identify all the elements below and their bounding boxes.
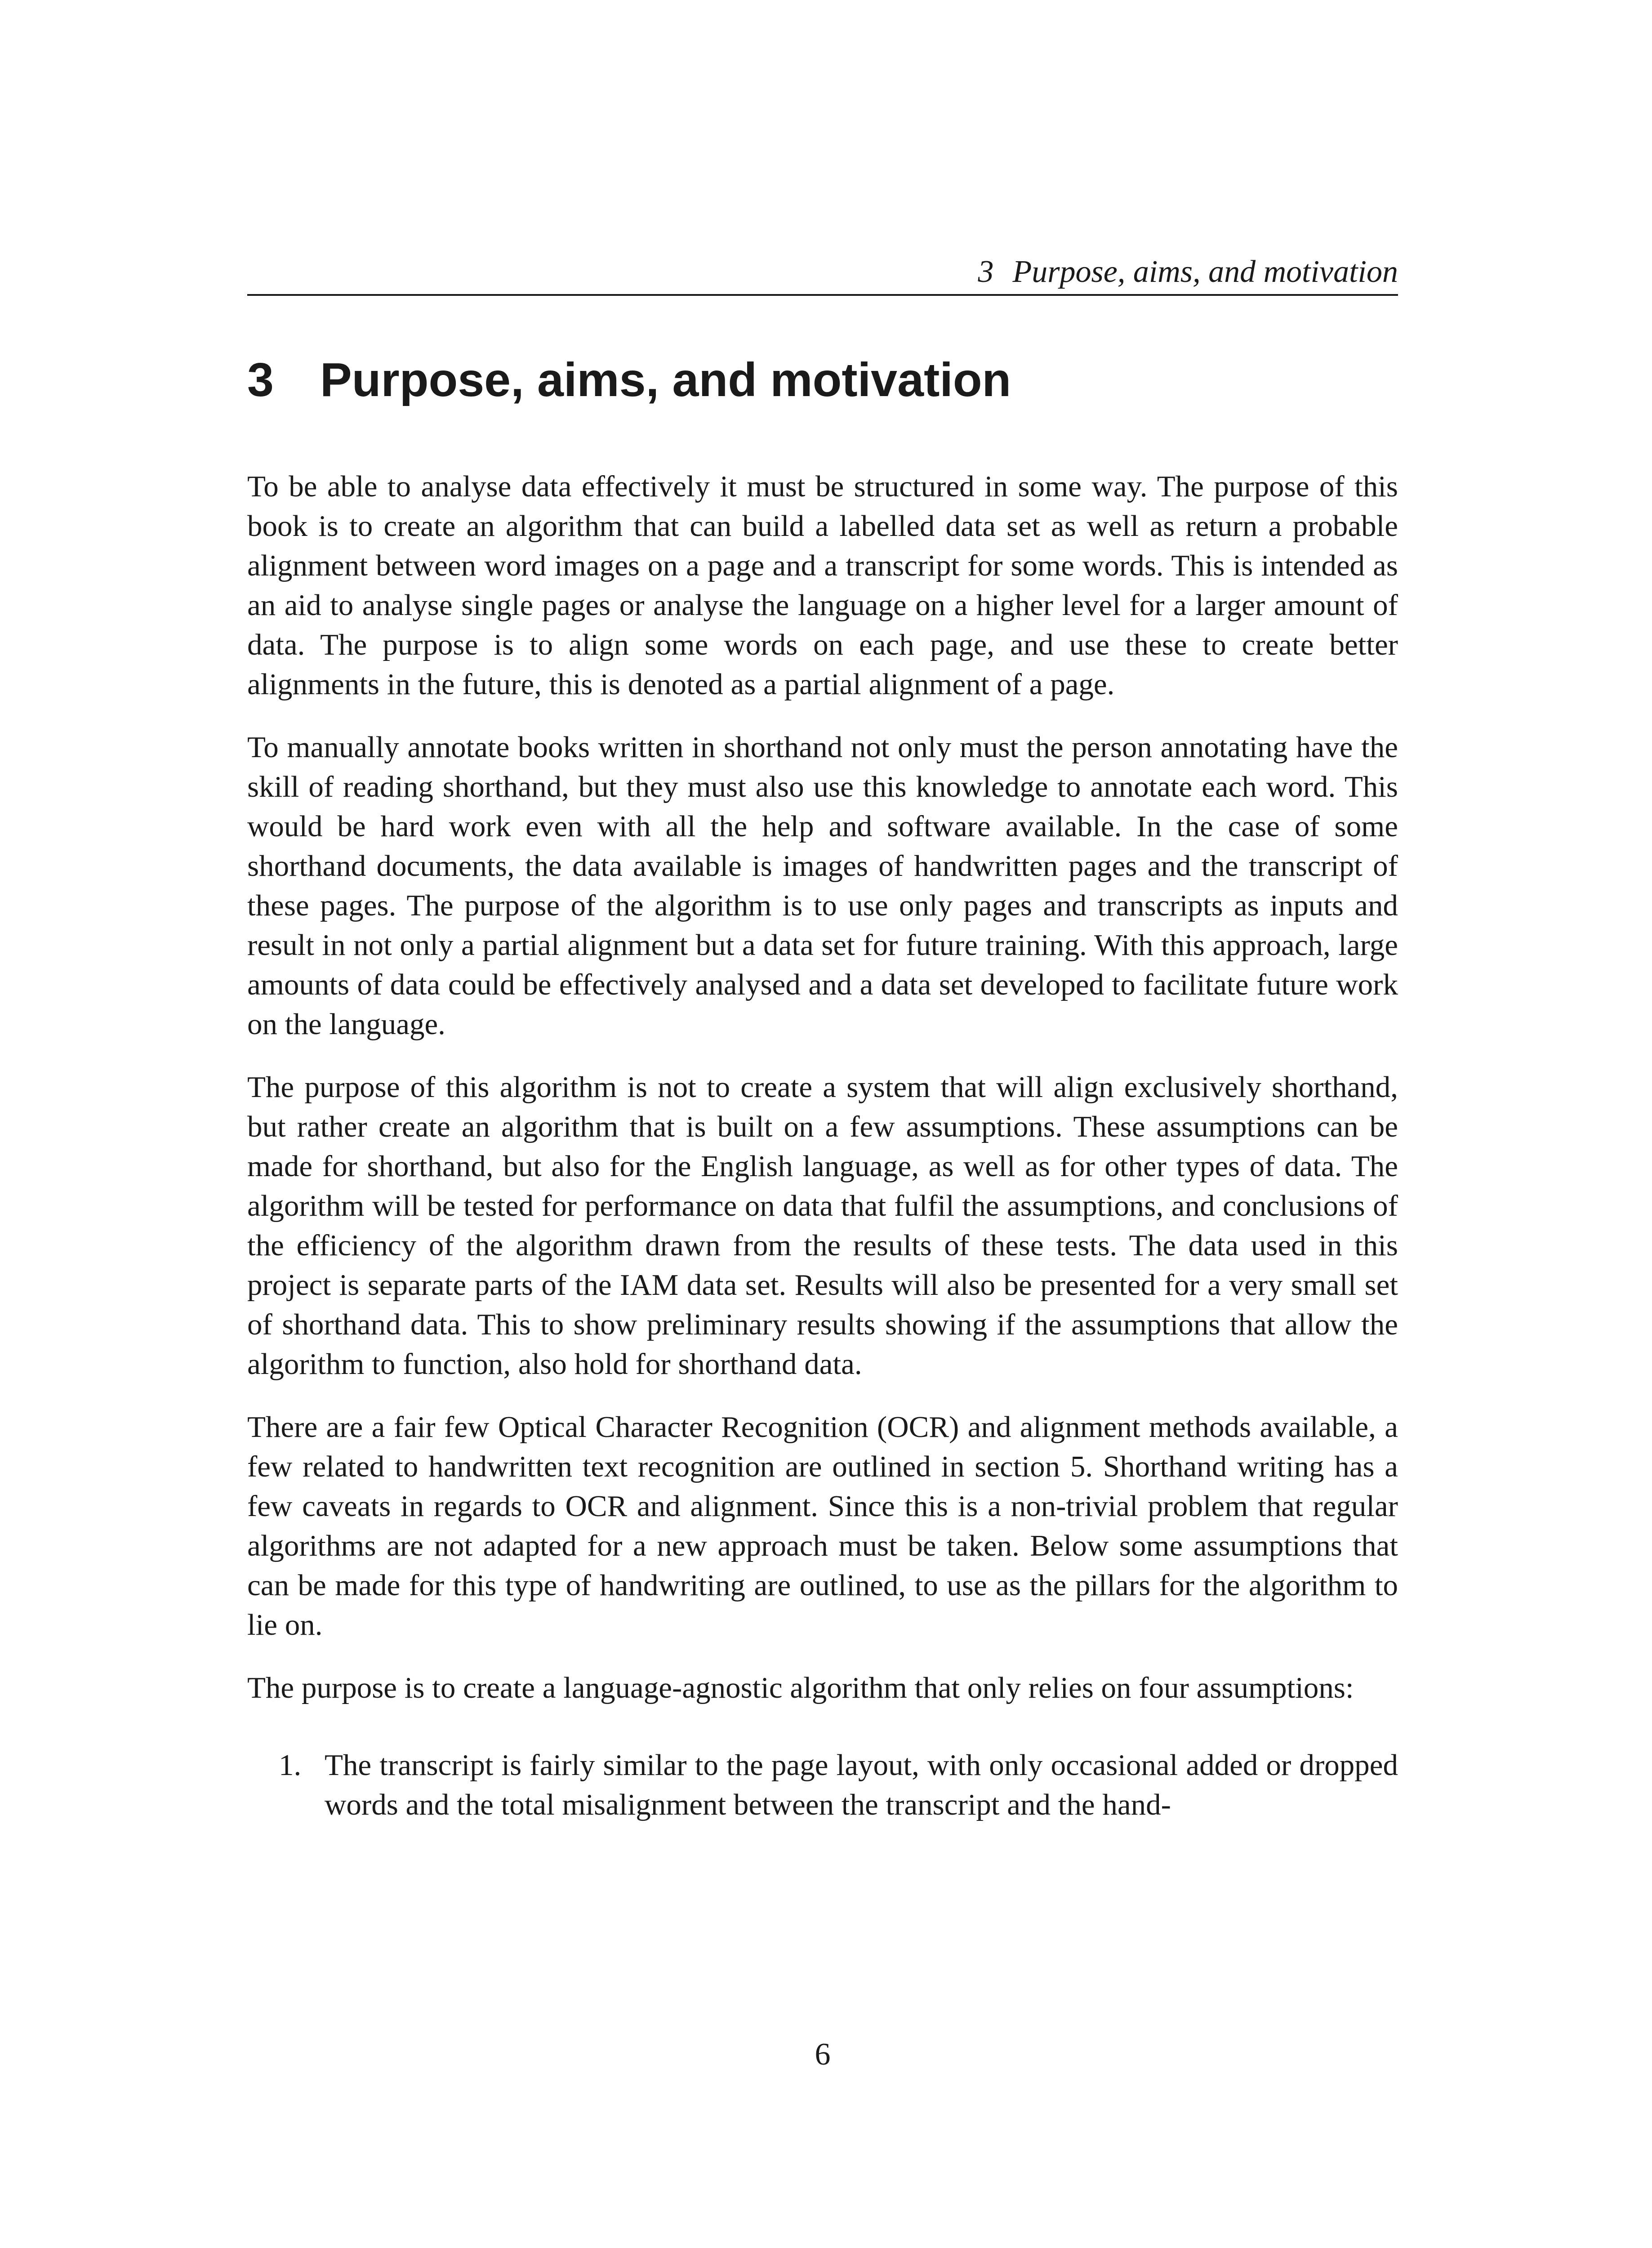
chapter-number: 3 xyxy=(247,353,274,406)
page-number: 6 xyxy=(815,2037,831,2072)
paragraph: There are a fair few Optical Character Recognition (OCR) and alignment methods available, a few related to handwritten text recognition are outlined in section 5. Shorthand writing has a few caveats in regards to OCR and alignment. Since this is a non-trivial problem that regular algorithms are not adapted for a new approach must be taken. Below some assumptions that can be made for this type of handwriting are outlined, to use as the pillars for the algorithm to lie on. xyxy=(247,1410,1398,1641)
chapter-title: Purpose, aims, and motivation xyxy=(320,353,1011,406)
chapter-heading xyxy=(247,351,1011,409)
paragraph: To manually annotate books written in shorthand not only must the person annotating have the skill of reading shorthand, but they must also use this knowledge to annotate each word. This would be hard work even with all the help and software available. In the case of some shorthand documents, the data available is images of handwritten pages and the transcript of these pages. The purpose of the algorithm is to use only pages and transcripts as inputs and result in not only a partial alignment but a data set for future training. With this approach, large amounts of data could be effectively analysed and a data set developed to facilitate future work on the language. xyxy=(247,731,1398,1041)
list-marker: 1. xyxy=(279,1748,302,1782)
running-header-title: Purpose, aims, and motivation xyxy=(1012,254,1398,289)
header-rule xyxy=(247,294,1398,296)
assumption-list xyxy=(247,1745,1398,1824)
document-page xyxy=(247,0,1398,2248)
list-item-text: The transcript is fairly similar to the page layout, with only occasional added or dropped words and the total misalignment between the transcript and the hand- xyxy=(325,1748,1398,1821)
paragraph: To be able to analyse data effectively it must be structured in some way. The purpose of this book is to create an algorithm that can build a labelled data set as well as return a probable alignment between word images on a page and a transcript for some words. This is intended as an aid to analyse single pages or analyse the language on a higher level for a larger amount of data. The purpose is to align some words on each page, and use these to create better alignments in the future, this is denoted as a partial alignment of a page. xyxy=(247,470,1398,701)
paragraph: The purpose is to create a language-agnostic algorithm that only relies on four assumptions: xyxy=(247,1671,1354,1704)
running-header xyxy=(247,252,1398,292)
paragraph: The purpose of this algorithm is not to create a system that will align exclusively shorthand, but rather create an algorithm that is built on a few assumptions. These assumptions can be made for shorthand, but also for the English language, as well as for other types of data. The algorithm will be tested for performance on data that fulfil the assumptions, and conclusions of the efficiency of the algorithm drawn from the results of these tests. The data used in this project is separate parts of the IAM data set. Results will also be presented for a very small set of shorthand data. This to show preliminary results showing if the assumptions that allow the algorithm to function, also hold for shorthand data. xyxy=(247,1070,1398,1381)
body-text xyxy=(247,467,1398,1824)
list-item xyxy=(247,1745,1398,1824)
running-header-number: 3 xyxy=(978,254,994,289)
